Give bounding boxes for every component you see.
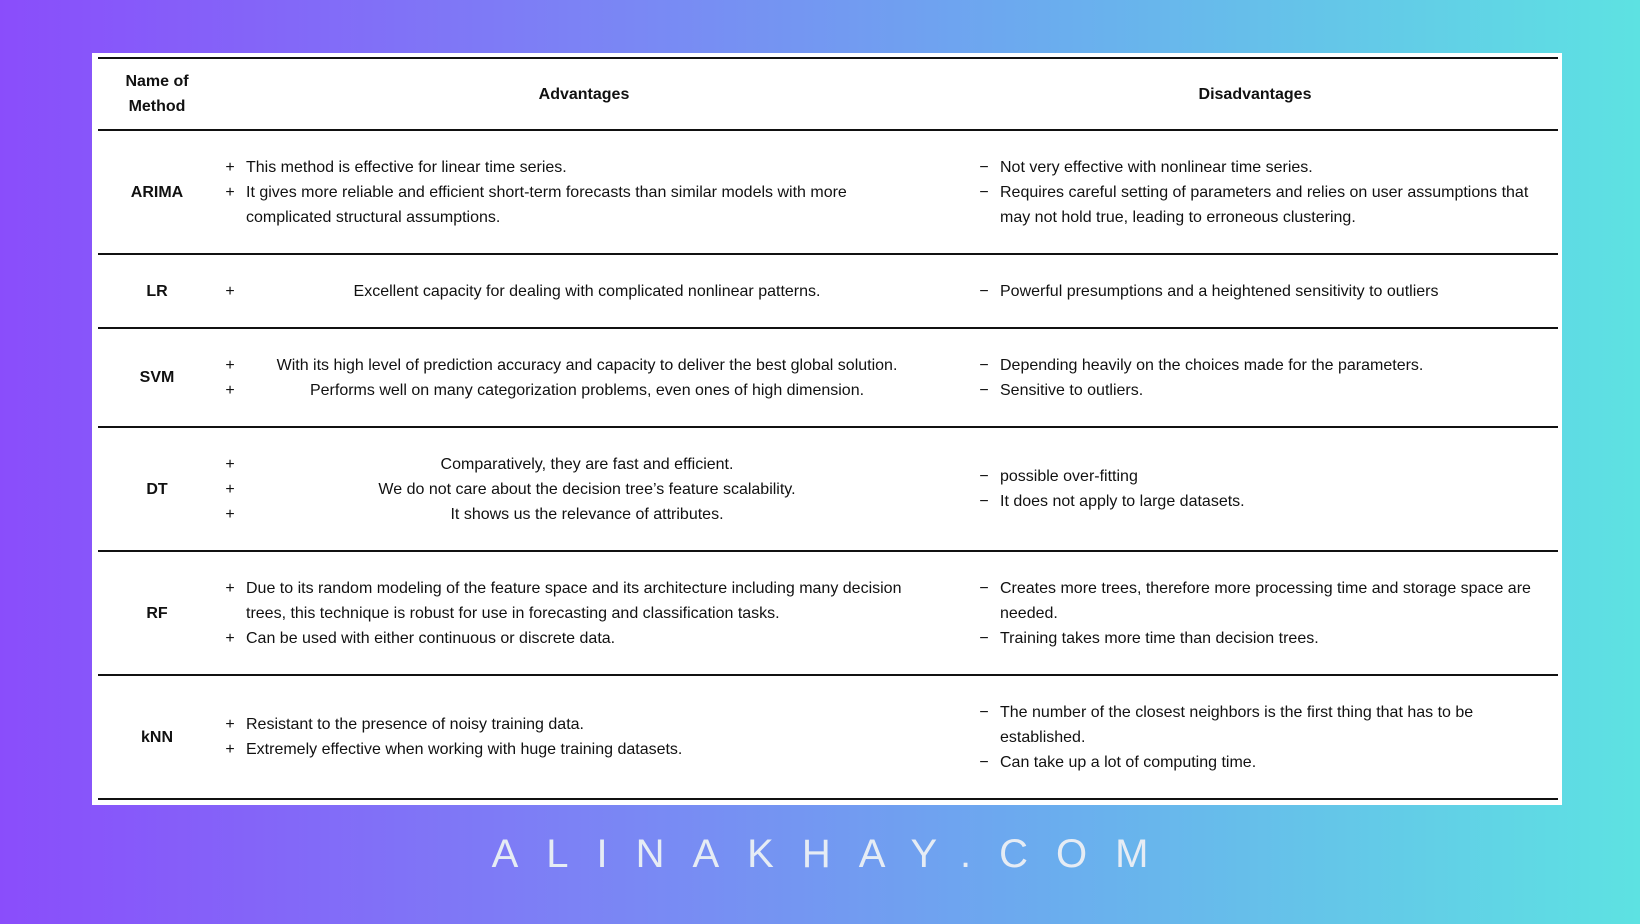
plus-marker: + — [225, 282, 235, 300]
disadvantage-text: Sensitive to outliers. — [1000, 381, 1144, 399]
advantage-item — [222, 576, 928, 626]
advantage-text: It shows us the relevance of attributes. — [450, 505, 724, 523]
disadvantage-text: Creates more trees, therefore more processing time and storage space are needed. — [1000, 579, 1531, 622]
advantage-item — [222, 737, 928, 762]
advantages-cell — [216, 328, 952, 427]
advantage-item — [222, 502, 928, 527]
table-row-rf — [98, 551, 1558, 675]
plus-marker: + — [225, 381, 235, 399]
disadvantages-cell — [952, 254, 1558, 328]
disadvantages-cell — [952, 427, 1558, 551]
minus-marker: − — [979, 381, 989, 399]
advantage-text: It gives more reliable and efficient short-term forecasts than similar models with more complicated structural assumptions. — [246, 183, 847, 226]
disadvantages-list — [976, 353, 1544, 403]
advantage-text: Due to its random modeling of the feature space and its architecture including many decision trees, this technique is robust for use in forecasting and classification tasks. — [246, 579, 902, 622]
table-row-lr — [98, 254, 1558, 328]
disadvantages-cell — [952, 675, 1558, 799]
advantage-item — [222, 279, 928, 304]
minus-marker: − — [979, 356, 989, 374]
disadvantages-list — [976, 279, 1544, 304]
advantages-cell — [216, 675, 952, 799]
plus-marker: + — [225, 158, 235, 176]
method-name: LR — [146, 282, 168, 300]
table-header-row — [98, 58, 1558, 130]
minus-marker: − — [979, 579, 989, 597]
table-row-dt — [98, 427, 1558, 551]
disadvantage-item — [976, 378, 1544, 403]
advantage-item — [222, 477, 928, 502]
minus-marker: − — [979, 703, 989, 721]
advantages-list — [222, 279, 928, 304]
disadvantage-item — [976, 279, 1544, 304]
disadvantage-item — [976, 489, 1544, 514]
advantage-text: Extremely effective when working with huge training datasets. — [246, 741, 683, 758]
header-method-name — [98, 58, 216, 130]
method-name: SVM — [139, 369, 175, 386]
header-method-name-line1: Name of — [125, 73, 189, 90]
disadvantage-text: Can take up a lot of computing time. — [1000, 753, 1257, 771]
minus-marker: − — [979, 468, 989, 485]
disadvantage-item — [976, 700, 1544, 750]
brand-watermark: ALINAKHAY.COM — [491, 832, 1177, 876]
advantage-item — [222, 378, 928, 403]
disadvantages-cell — [952, 551, 1558, 675]
plus-marker: + — [225, 716, 235, 733]
disadvantage-text: Depending heavily on the choices made for the parameters. — [1000, 356, 1424, 374]
advantage-item — [222, 626, 928, 651]
methods-comparison-table — [98, 57, 1558, 800]
advantage-text: Resistant to the presence of noisy training data. — [246, 716, 584, 733]
advantage-text: Excellent capacity for dealing with complicated nonlinear patterns. — [353, 282, 821, 300]
disadvantages-list — [976, 155, 1544, 230]
advantage-item — [222, 180, 928, 230]
advantage-item — [222, 452, 928, 477]
minus-marker: − — [979, 158, 989, 176]
advantages-list — [222, 452, 928, 527]
table-row-svm — [98, 328, 1558, 427]
advantages-list — [222, 576, 928, 651]
disadvantages-cell — [952, 328, 1558, 427]
advantages-cell — [216, 254, 952, 328]
advantage-text: With its high level of prediction accuracy and capacity to deliver the best global solution. — [276, 356, 898, 374]
disadvantage-text: It does not apply to large datasets. — [1000, 493, 1245, 510]
disadvantage-item — [976, 750, 1544, 775]
method-name: RF — [146, 604, 168, 622]
plus-marker: + — [225, 183, 235, 201]
plus-marker: + — [225, 480, 235, 498]
plus-marker: + — [225, 629, 235, 647]
disadvantage-item — [976, 353, 1544, 378]
disadvantages-cell — [952, 130, 1558, 254]
advantages-list — [222, 155, 928, 230]
method-name: kNN — [140, 728, 173, 746]
disadvantage-item — [976, 626, 1544, 651]
plus-marker: + — [225, 741, 235, 758]
disadvantage-text: Training takes more time than decision trees. — [1000, 629, 1319, 647]
advantages-cell — [216, 130, 952, 254]
disadvantage-item — [976, 155, 1544, 180]
advantage-text: This method is effective for linear time series. — [246, 158, 567, 176]
disadvantage-item — [976, 180, 1544, 230]
advantages-list — [222, 712, 928, 762]
plus-marker: + — [225, 579, 235, 597]
advantage-text: We do not care about the decision tree’s feature scalability. — [378, 480, 796, 498]
plus-marker: + — [225, 356, 235, 374]
advantages-cell — [216, 551, 952, 675]
disadvantages-list — [976, 576, 1544, 651]
table-row-arima — [98, 130, 1558, 254]
advantage-item — [222, 712, 928, 737]
disadvantage-item — [976, 464, 1544, 489]
minus-marker: − — [979, 282, 989, 300]
advantage-text: Performs well on many categorization problems, even ones of high dimension. — [309, 381, 865, 399]
advantages-cell — [216, 427, 952, 551]
disadvantage-item — [976, 576, 1544, 626]
header-disadvantages: Disadvantages — [1198, 85, 1312, 103]
header-advantages: Advantages — [538, 85, 630, 103]
minus-marker: − — [979, 629, 989, 647]
disadvantage-text: The number of the closest neighbors is the first thing that has to be established. — [1000, 703, 1474, 746]
minus-marker: − — [979, 753, 989, 771]
disadvantage-text: Requires careful setting of parameters and relies on user assumptions that may not hold true, leading to erroneous clustering. — [1000, 183, 1529, 226]
minus-marker: − — [979, 493, 989, 510]
advantages-list — [222, 353, 928, 403]
table-row-knn — [98, 675, 1558, 799]
disadvantages-list — [976, 700, 1544, 775]
method-name: DT — [146, 480, 168, 498]
plus-marker: + — [225, 455, 235, 473]
disadvantage-text: possible over-fitting — [1000, 468, 1138, 485]
advantage-item — [222, 155, 928, 180]
method-name: ARIMA — [130, 183, 184, 201]
advantage-text: Can be used with either continuous or discrete data. — [246, 629, 616, 647]
advantage-text: Comparatively, they are fast and efficient. — [440, 455, 734, 473]
plus-marker: + — [225, 505, 235, 523]
minus-marker: − — [979, 183, 989, 201]
comparison-card — [92, 53, 1562, 805]
disadvantage-text: Powerful presumptions and a heightened sensitivity to outliers — [1000, 282, 1439, 300]
disadvantages-list — [976, 464, 1544, 514]
advantage-item — [222, 353, 928, 378]
header-method-name-line2: Method — [128, 98, 186, 115]
disadvantage-text: Not very effective with nonlinear time series. — [1000, 158, 1313, 176]
